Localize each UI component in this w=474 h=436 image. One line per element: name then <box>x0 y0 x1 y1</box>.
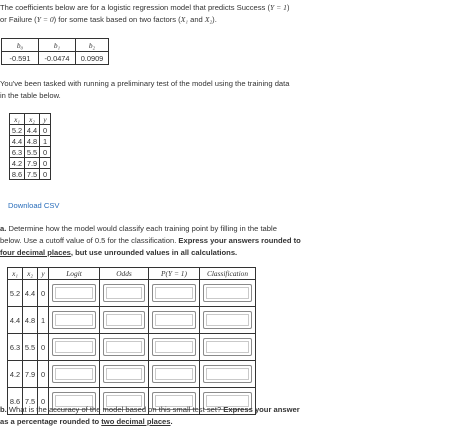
training-header-row <box>10 114 51 125</box>
answer-cell: 4.4 <box>23 280 38 307</box>
answer-cell: 0 <box>38 334 49 361</box>
table-row <box>10 136 51 147</box>
table-row <box>8 334 256 361</box>
math-y-equals-0: Y = 0 <box>36 15 54 24</box>
answer-cell: 0 <box>38 280 49 307</box>
answer-cell: 7.5 <box>23 388 38 415</box>
training-cell: 7.9 <box>25 158 40 169</box>
classification-input[interactable] <box>203 338 252 356</box>
coef-header: b₀ <box>2 39 39 52</box>
odds-cell <box>100 307 149 334</box>
training-cell: 1 <box>40 136 51 147</box>
part-a-line-3 <box>0 248 237 258</box>
answer-cell: 4.4 <box>8 307 23 334</box>
part-a-text: below. Use a cutoff value of 0.5 for the classification. <box>0 236 179 245</box>
classification-cell <box>200 334 256 361</box>
answer-header: x₁ <box>8 268 23 280</box>
probability-input[interactable] <box>152 338 196 356</box>
probability-input[interactable] <box>152 365 196 383</box>
intro-text: and <box>188 15 205 24</box>
training-cell: 8.6 <box>10 169 25 180</box>
download-csv-link[interactable]: Download CSV <box>8 201 60 210</box>
answer-cell: 8.6 <box>8 388 23 415</box>
probability-input[interactable] <box>152 284 196 302</box>
training-cell: 4.2 <box>10 158 25 169</box>
answer-header: Odds <box>100 268 149 280</box>
intro-text: ). <box>212 15 217 24</box>
logit-input[interactable] <box>52 365 96 383</box>
answer-cell: 4.8 <box>23 307 38 334</box>
coef-header: b₂ <box>76 39 109 52</box>
coef-value: -0.0474 <box>39 52 76 65</box>
answer-header: y <box>38 268 49 280</box>
intro-text: ) <box>286 3 290 12</box>
training-cell: 0 <box>40 125 51 136</box>
probability-cell <box>149 334 200 361</box>
coef-value: -0.591 <box>2 52 39 65</box>
table-row <box>10 125 51 136</box>
training-cell: 5.5 <box>25 147 40 158</box>
math-x1: X₁ <box>180 15 188 24</box>
answer-cell: 6.3 <box>8 334 23 361</box>
task-line-1: You've been tasked with running a preliminary test of the model using the training data <box>0 79 290 88</box>
answer-cell: 1 <box>38 307 49 334</box>
math-y-equals-1: Y = 1 <box>270 3 287 12</box>
part-b-text: What is the accuracy of the model based on this small test set? <box>6 405 224 414</box>
intro-text: The coefficients below are for a logistic regression model that predicts Success ( <box>0 3 270 12</box>
answer-cell: 5.5 <box>23 334 38 361</box>
training-cell: 4.8 <box>25 136 40 147</box>
probability-cell <box>149 307 200 334</box>
answer-cell: 0 <box>38 388 49 415</box>
training-header: x₂ <box>25 114 40 125</box>
math-x2: X₂ <box>204 15 213 24</box>
probability-input[interactable] <box>152 311 196 329</box>
answer-cell: 4.2 <box>8 361 23 388</box>
coef-value: 0.0909 <box>76 52 109 65</box>
training-data-table <box>9 113 51 180</box>
task-line-2: in the table below. <box>0 91 61 100</box>
intro-text: or Failure ( <box>0 15 37 24</box>
table-row <box>8 361 256 388</box>
classification-input[interactable] <box>203 365 252 383</box>
answer-header: Classification <box>200 268 256 280</box>
part-a-emphasis: , but use unrounded values in all calculations. <box>70 248 238 257</box>
logit-cell <box>49 361 100 388</box>
answer-header: x₂ <box>23 268 38 280</box>
answer-header: P(Y = 1) <box>149 268 200 280</box>
part-a-line-1 <box>0 224 277 234</box>
classification-input[interactable] <box>203 284 252 302</box>
part-b-emphasis: as a percentage rounded to <box>0 417 102 426</box>
table-row <box>10 147 51 158</box>
logit-input[interactable] <box>52 284 96 302</box>
training-cell: 7.5 <box>25 169 40 180</box>
table-row <box>10 169 51 180</box>
table-row <box>10 158 51 169</box>
odds-cell <box>100 334 149 361</box>
part-a-emphasis: Express your answers rounded to <box>178 236 301 245</box>
training-cell: 4.4 <box>10 136 25 147</box>
odds-input[interactable] <box>103 311 145 329</box>
training-cell: 0 <box>40 158 51 169</box>
intro-line-1 <box>0 3 289 13</box>
table-row <box>8 307 256 334</box>
answer-table <box>7 267 256 415</box>
probability-cell <box>149 361 200 388</box>
training-cell: 5.2 <box>10 125 25 136</box>
training-header: x₁ <box>10 114 25 125</box>
logit-input[interactable] <box>52 311 96 329</box>
classification-cell <box>200 361 256 388</box>
logit-input[interactable] <box>52 338 96 356</box>
answer-header-row <box>8 268 256 280</box>
training-cell: 6.3 <box>10 147 25 158</box>
odds-input[interactable] <box>103 284 145 302</box>
intro-line-2 <box>0 15 217 25</box>
part-b-line-2 <box>0 417 173 427</box>
coefficient-table <box>1 38 109 65</box>
answer-cell: 5.2 <box>8 280 23 307</box>
training-cell: 0 <box>40 147 51 158</box>
coef-header: b₁ <box>39 39 76 52</box>
logit-cell <box>49 307 100 334</box>
odds-cell <box>100 280 149 307</box>
odds-input[interactable] <box>103 338 145 356</box>
answer-header: Logit <box>49 268 100 280</box>
table-row <box>8 280 256 307</box>
classification-cell <box>200 307 256 334</box>
probability-cell <box>149 280 200 307</box>
odds-cell <box>100 361 149 388</box>
intro-text: ) for some task based on two factors ( <box>53 15 181 24</box>
part-a-label: a. <box>0 224 7 233</box>
part-b-emphasis: Express your answer <box>223 405 300 414</box>
logit-cell <box>49 334 100 361</box>
training-header: y <box>40 114 51 125</box>
part-a-underlined: four decimal places <box>0 248 71 257</box>
part-b-underlined: two decimal places <box>101 417 171 426</box>
classification-input[interactable] <box>203 311 252 329</box>
answer-cell: 7.9 <box>23 361 38 388</box>
coefficient-value-row <box>2 52 109 65</box>
answer-cell: 0 <box>38 361 49 388</box>
part-b-line-1 <box>0 405 300 415</box>
training-cell: 0 <box>40 169 51 180</box>
coefficient-header-row <box>2 39 109 52</box>
logit-cell <box>49 280 100 307</box>
classification-cell <box>200 280 256 307</box>
part-a-text: Determine how the model would classify each training point by filling in the table <box>6 224 277 233</box>
part-b-emphasis: . <box>170 417 173 426</box>
training-cell: 4.4 <box>25 125 40 136</box>
part-a-line-2 <box>0 236 301 246</box>
part-b-label: b. <box>0 405 7 414</box>
odds-input[interactable] <box>103 365 145 383</box>
